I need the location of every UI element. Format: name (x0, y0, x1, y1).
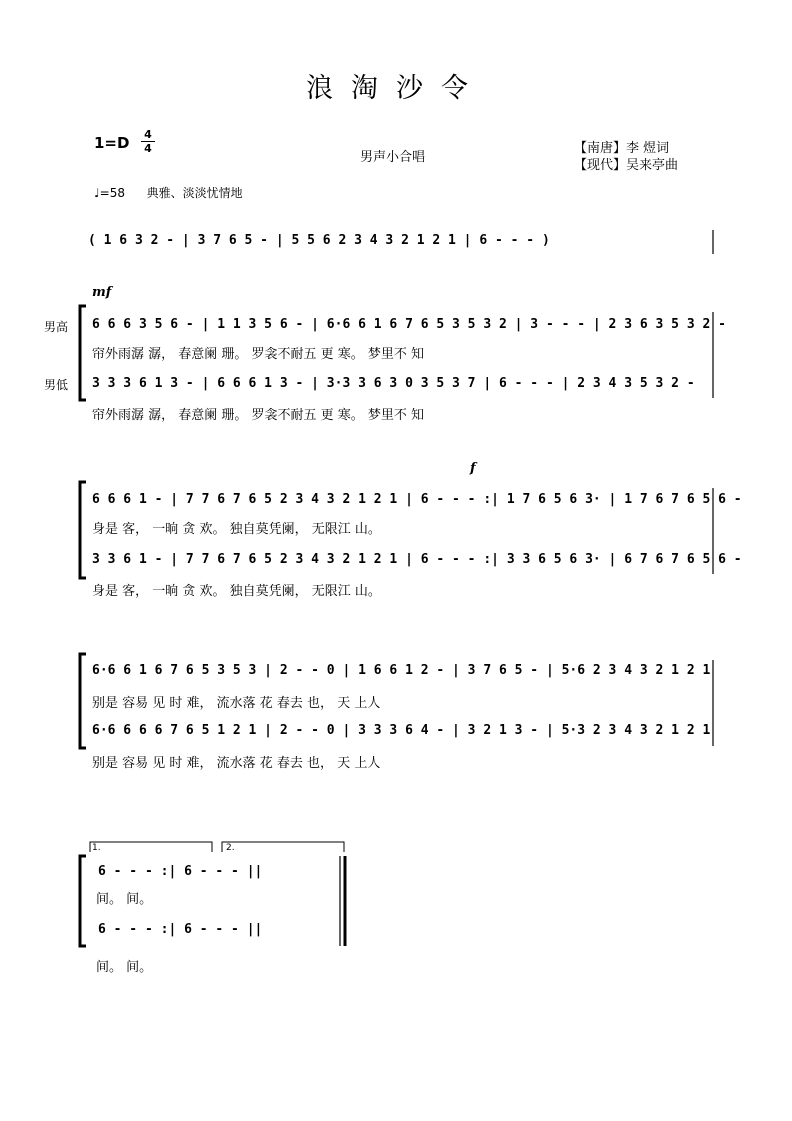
lyricist-credit: 【南唐】李 煜词 (574, 141, 670, 156)
tempo-bpm: ♩=58 (94, 186, 125, 200)
tempo-expression: 典雅、淡淡忧情地 (146, 186, 243, 200)
system-3-upper-notes: 6·6 6 1 6 7 6 5 3 5 3 | 2 - - 0 | 1 6 6 1 2 - | 3 7 6 5 - | 5·6 2 3 4 3 2 1 2 1 (92, 663, 711, 678)
page-title: 浪淘沙令 (306, 73, 486, 104)
volta-1-bracket (90, 842, 212, 852)
system-1-upper-notes: 6 6 6 3 5 6 - | 1 1 3 5 6 - | 6·6 6 1 6 7 6 5 3 5 3 2 | 3 - - - | 2 3 6 3 5 3 2 - (92, 317, 726, 332)
time-signature-bottom: 4 (144, 142, 152, 155)
system-1-bracket (80, 306, 86, 400)
system-3-lower-lyrics: 别是 容易 见 时 难， 流水落 花 春去 也， 天 上人 (92, 756, 381, 771)
system-3-upper-lyrics: 别是 容易 见 时 难， 流水落 花 春去 也， 天 上人 (92, 696, 381, 711)
time-signature-top: 4 (144, 128, 152, 141)
volta-2-bracket (222, 842, 344, 852)
system-4-bracket (80, 856, 86, 946)
intro-line: ( 1 6 3 2 - | 3 7 6 5 - | 5 5 6 2 3 4 3 2 1 2 1 | 6 - - - ) (88, 233, 550, 248)
system-2-lower-notes: 3 3 6 1 - | 7 7 6 7 6 5 2 3 4 3 2 1 2 1 | 6 - - - :| 3 3 6 5 6 3· | 6 7 6 7 6 5 6 - (92, 552, 742, 567)
voice-label-upper: 男高 (44, 320, 69, 334)
volta-2-label: 2. (226, 843, 235, 853)
key-signature: 1=D (94, 134, 130, 152)
volta-1-label: 1. (92, 843, 101, 853)
system-4-upper-notes: 6 - - - :| 6 - - - || (98, 864, 263, 879)
system-2-bracket (80, 482, 86, 578)
system-1-lower-notes: 3 3 3 6 1 3 - | 6 6 6 1 3 - | 3·3 3 6 3 0 3 5 3 7 | 6 - - - | 2 3 4 3 5 3 2 - (92, 376, 695, 391)
composer-credit: 【现代】吴来亭曲 (574, 158, 679, 173)
system-1-lower-lyrics: 帘外雨潺 潺， 春意阑 珊。 罗衾不耐五 更 寒。 梦里不 知 (92, 408, 425, 423)
system-2-lower-lyrics: 身是 客， 一晌 贪 欢。 独自莫凭阑， 无限江 山。 (92, 584, 381, 599)
voice-label-lower: 男低 (44, 378, 69, 392)
system-2-upper-lyrics: 身是 客， 一晌 贪 欢。 独自莫凭阑， 无限江 山。 (92, 522, 381, 537)
system-4-lower-notes: 6 - - - :| 6 - - - || (98, 922, 263, 937)
dynamic-f: f (470, 461, 476, 476)
system-4-lower-lyrics: 间。 间。 (96, 960, 153, 975)
system-2-upper-notes: 6 6 6 1 - | 7 7 6 7 6 5 2 3 4 3 2 1 2 1 | 6 - - - :| 1 7 6 5 6 3· | 1 7 6 7 6 5 6 - (92, 492, 742, 507)
system-3-bracket (80, 654, 86, 748)
genre-label: 男声小合唱 (360, 150, 426, 165)
system-4-upper-lyrics: 间。 间。 (96, 892, 153, 907)
system-1-upper-lyrics: 帘外雨潺 潺， 春意阑 珊。 罗衾不耐五 更 寒。 梦里不 知 (92, 347, 425, 362)
dynamic-mf: mf (92, 285, 112, 300)
system-3-lower-notes: 6·6 6 6 6 7 6 5 1 2 1 | 2 - - 0 | 3 3 3 6 4 - | 3 2 1 3 - | 5·3 2 3 4 3 2 1 2 1 (92, 723, 711, 738)
